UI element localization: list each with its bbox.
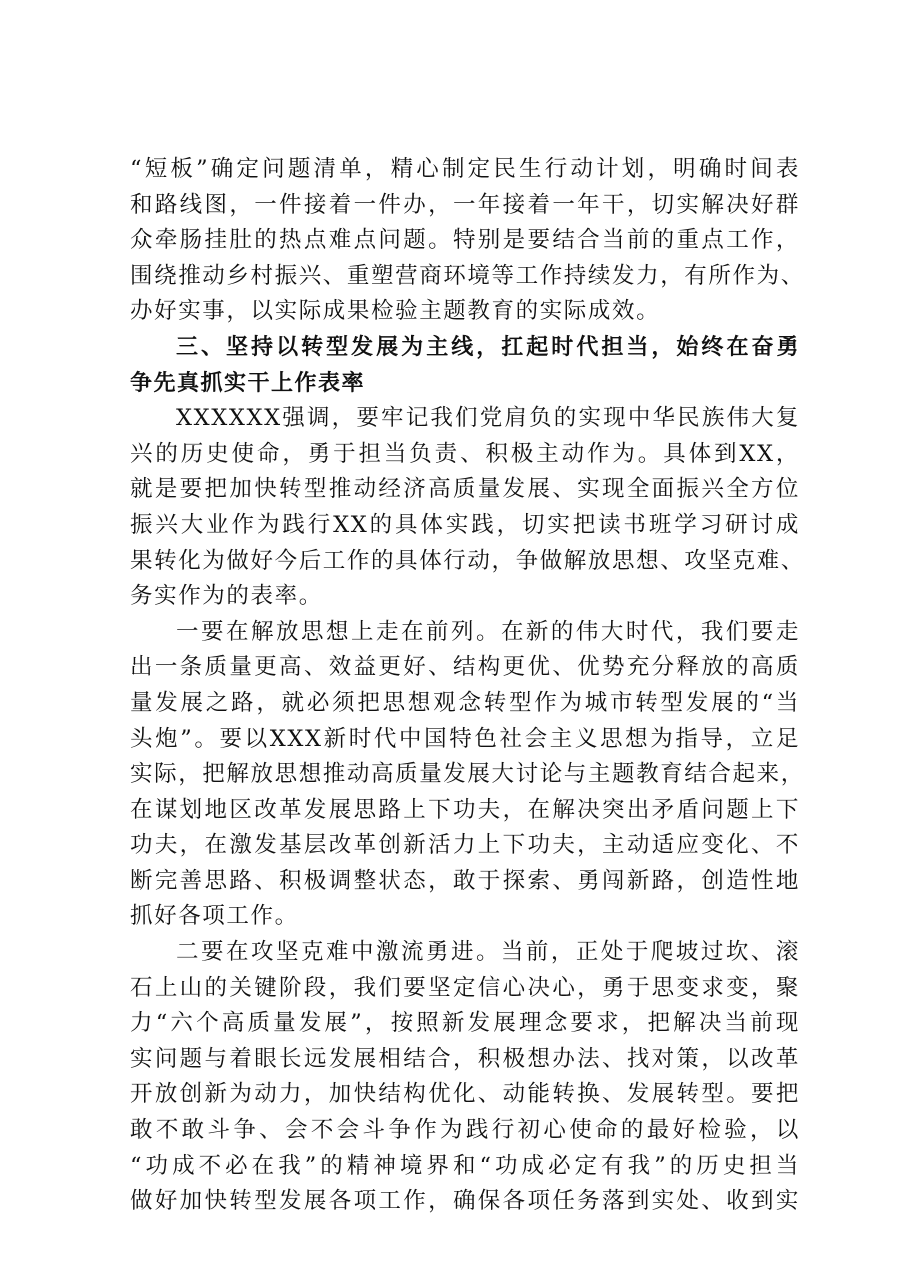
heading-line: 三、坚持以转型发展为主线，扛起时代担当，始终在奋勇 [176, 334, 800, 360]
text-line: 就是要把加快转型推动经济高质量发展、实现全面振兴全方位 [130, 476, 800, 503]
document-body [130, 152, 805, 1220]
text-line: 力“六个高质量发展”，按照新发展理念要求，把解决当前现 [130, 1010, 800, 1037]
text-line: 果转化为做好今后工作的具体行动，争做解放思想、攻坚克难、 [130, 547, 805, 574]
heading-line: 争先真抓实干上作表率 [130, 370, 366, 396]
text-line: 开放创新为动力，加快结构优化、动能转换、发展转型。要把 [130, 1081, 800, 1108]
text-line: 围绕推动乡村振兴、重塑营商环境等工作持续发力，有所作为、 [130, 262, 805, 289]
paragraph-carryover [130, 152, 805, 330]
paragraph-point-one [130, 615, 805, 935]
text-line: 务实作为的表率。 [130, 583, 323, 610]
text-line: 和路线图，一件接着一件办，一年接着一年干，切实解决好群 [130, 191, 800, 218]
text-line: 兴的历史使命，勇于担当负责、积极主动作为。具体到XX， [130, 440, 800, 467]
text-line: 抓好各项工作。 [130, 903, 299, 930]
text-line: XXXXXX强调，要牢记我们党肩负的实现中华民族伟大复 [176, 405, 800, 432]
text-line: 一要在解放思想上走在前列。在新的伟大时代，我们要走 [176, 618, 800, 645]
text-line: 敢不敢斗争、会不会斗争作为践行初心使命的最好检验，以 [130, 1117, 800, 1144]
section-heading-3 [130, 330, 800, 401]
text-line: 振兴大业作为践行XX的具体实践，切实把读书班学习研讨成 [130, 511, 800, 538]
text-line: 断完善思路、积极调整状态，敢于探索、勇闯新路，创造性地 [130, 867, 800, 894]
text-line: 实问题与着眼长远发展相结合，积极想办法、找对策，以改革 [130, 1045, 800, 1072]
text-line: 功夫，在激发基层改革创新活力上下功夫，主动适应变化、不 [130, 832, 800, 859]
text-line: “短板”确定问题清单，精心制定民生行动计划，明确时间表 [130, 156, 800, 182]
paragraph-xxxxxx [130, 401, 805, 615]
text-line: 二要在攻坚克难中激流勇进。当前，正处于爬坡过坎、滚 [176, 939, 800, 966]
text-line: 量发展之路，就必须把思想观念转型作为城市转型发展的“当 [130, 689, 800, 716]
paragraph-point-two [130, 935, 800, 1220]
text-line: 石上山的关键阶段，我们要坚定信心决心，勇于思变求变，聚 [130, 974, 800, 1001]
text-line: 出一条质量更高、效益更好、结构更优、优势充分释放的高质 [130, 654, 800, 681]
text-line: 实际，把解放思想推动高质量发展大讨论与主题教育结合起来， [130, 761, 805, 788]
text-line: 做好加快转型发展各项工作，确保各项任务落到实处、收到实 [130, 1188, 800, 1215]
text-line: 头炮”。要以XXX新时代中国特色社会主义思想为指导，立足 [130, 725, 800, 752]
text-line: “功成不必在我”的精神境界和“功成必定有我”的历史担当 [130, 1152, 800, 1179]
text-line: 众牵肠挂肚的热点难点问题。特别是要结合当前的重点工作， [130, 227, 800, 254]
text-line: 办好实事，以实际成果检验主题教育的实际成效。 [130, 298, 661, 325]
text-line: 在谋划地区改革发展思路上下功夫，在解决突出矛盾问题上下 [130, 796, 800, 823]
